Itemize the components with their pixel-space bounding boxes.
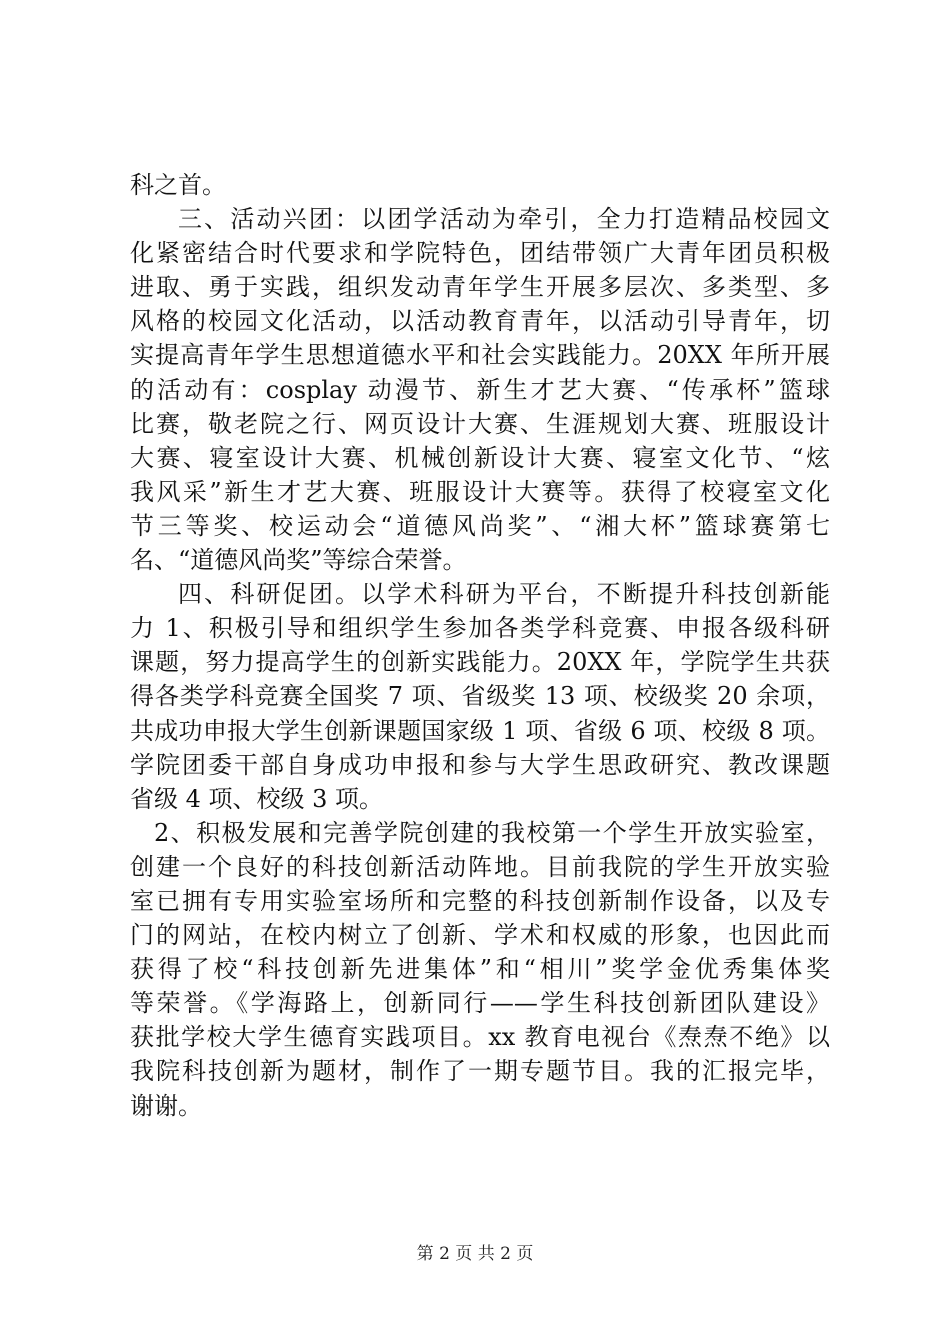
text-line: 大赛、寝室设计大赛、机械创新设计大赛、寝室文化节、“炫 bbox=[130, 443, 830, 472]
text-line: 四、科研促团。以学术科研为平台，不断提升科技创新能 bbox=[178, 580, 830, 609]
text-line: 室已拥有专用实验室场所和完整的科技创新制作设备，以及专 bbox=[130, 886, 830, 915]
text-line: 门的网站，在校内树立了创新、学术和权威的形象，也因此而 bbox=[130, 921, 830, 950]
page-footer: 第 2 页 共 2 页 bbox=[416, 1244, 534, 1264]
text-line: 我院科技创新为题材，制作了一期专题节目。我的汇报完毕， bbox=[130, 1057, 830, 1086]
text-line: 实提高青年学生思想道德水平和社会实践能力。20XX 年所开展 bbox=[130, 341, 830, 370]
text-line: 风格的校园文化活动，以活动教育青年，以活动引导青年，切 bbox=[130, 307, 830, 336]
text-line: 化紧密结合时代要求和学院特色，团结带领广大青年团员积极 bbox=[130, 239, 830, 268]
text-line: 获得了校“科技创新先进集体”和“相川”奖学金优秀集体奖 bbox=[130, 955, 830, 984]
text-line: 等荣誉。《学海路上，创新同行——学生科技创新团队建设》 bbox=[130, 989, 830, 1018]
text-line: 创建一个良好的科技创新活动阵地。目前我院的学生开放实验 bbox=[130, 852, 830, 881]
text-line: 节三等奖、校运动会“道德风尚奖”、“湘大杯”篮球赛第七 bbox=[130, 511, 830, 540]
text-line: 2、积极发展和完善学院创建的我校第一个学生开放实验室， bbox=[154, 818, 830, 847]
text-line: 三、活动兴团：以团学活动为牵引，全力打造精品校园文 bbox=[178, 205, 830, 234]
text-line: 我风采”新生才艺大赛、班服设计大赛等。获得了校寝室文化 bbox=[130, 477, 830, 506]
text-line: 省级 4 项、校级 3 项。 bbox=[130, 784, 384, 813]
text-line: 的活动有：cosplay 动漫节、新生才艺大赛、“传承杯”篮球 bbox=[130, 375, 830, 404]
text-line: 谢谢。 bbox=[130, 1091, 202, 1120]
document-body bbox=[130, 168, 830, 1123]
text-line: 进取、勇于实践，组织发动青年学生开展多层次、多类型、多 bbox=[130, 273, 830, 302]
text-line: 学院团委干部自身成功申报和参与大学生思政研究、教改课题 bbox=[130, 750, 830, 779]
text-line: 共成功申报大学生创新课题国家级 1 项、省级 6 项、校级 8 项。 bbox=[130, 716, 830, 745]
text-line: 得各类学科竞赛全国奖 7 项、省级奖 13 项、校级奖 20 余项， bbox=[130, 682, 830, 711]
text-line: 比赛，敬老院之行、网页设计大赛、生涯规划大赛、班服设计 bbox=[130, 409, 830, 438]
text-line: 名、“道德风尚奖”等综合荣誉。 bbox=[130, 546, 467, 575]
text-line: 力 1、积极引导和组织学生参加各类学科竞赛、申报各级科研 bbox=[130, 614, 830, 643]
text-line: 获批学校大学生德育实践项目。xx 教育电视台《焘焘不绝》以 bbox=[130, 1023, 830, 1052]
text-line: 课题，努力提高学生的创新实践能力。20XX 年，学院学生共获 bbox=[130, 648, 830, 677]
text-line: 科之首。 bbox=[130, 171, 226, 199]
